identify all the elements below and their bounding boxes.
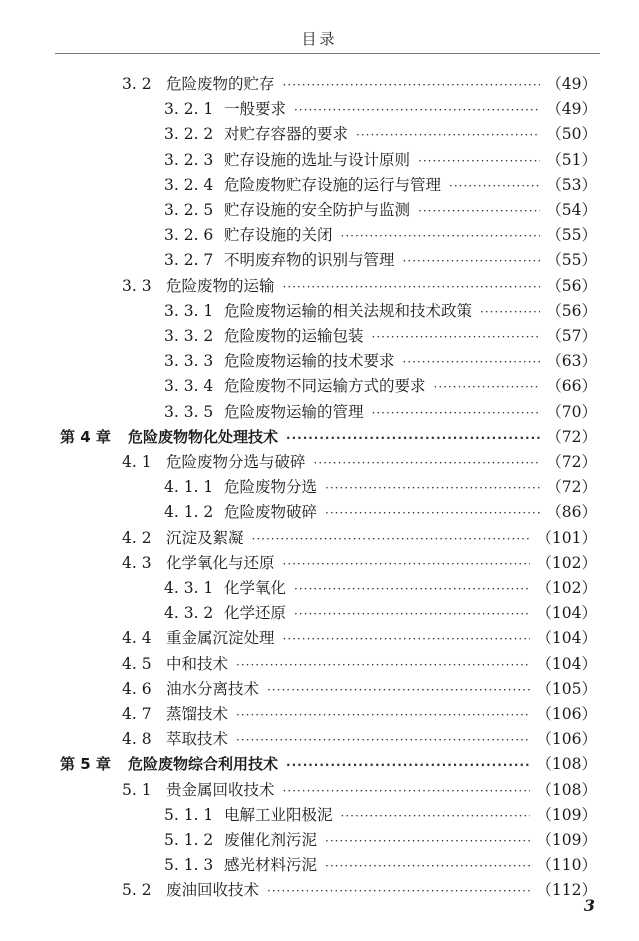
toc-entry-title: 危险废物的运输包装 bbox=[224, 327, 364, 345]
toc-entry-page: （102） bbox=[536, 553, 597, 572]
dot-leader bbox=[434, 376, 541, 398]
toc-entry-title: 危险废物物化处理技术 bbox=[128, 427, 279, 446]
toc-entry-title: 危险废物不同运输方式的要求 bbox=[224, 377, 426, 396]
toc-entry-title: 化学氧化与还原 bbox=[166, 553, 275, 572]
dot-leader bbox=[294, 603, 530, 625]
toc-entry-title: 危险废物贮存设施的运行与管理 bbox=[224, 175, 442, 194]
toc-subsection-entry bbox=[164, 149, 597, 171]
dot-leader bbox=[267, 880, 530, 902]
dot-leader bbox=[294, 578, 530, 600]
dot-leader bbox=[267, 679, 530, 701]
toc-entry-title: 化学还原 bbox=[224, 604, 287, 623]
toc-entry-number: 4. 3. 1 bbox=[164, 579, 214, 597]
toc-entry-number: 3. 2. 6 bbox=[164, 226, 214, 245]
toc-entry-title: 危险废物运输的技术要求 bbox=[224, 352, 395, 371]
toc-entry-page: （56） bbox=[546, 301, 597, 320]
toc-entry-title: 蒸馏技术 bbox=[166, 705, 229, 723]
toc-entry-number: 4. 2 bbox=[122, 528, 152, 547]
toc-section-entry bbox=[122, 879, 597, 901]
dot-leader bbox=[236, 704, 530, 726]
toc-entry-title: 萃取技术 bbox=[166, 730, 229, 749]
toc-subsection-entry bbox=[164, 401, 597, 423]
toc-entry-title: 危险废物的贮存 bbox=[166, 75, 275, 93]
toc-entry-page: （49） bbox=[546, 100, 597, 119]
toc-entry-page: （110） bbox=[536, 856, 597, 875]
toc-entry-number: 第 4 章 bbox=[60, 427, 111, 446]
toc-entry-page: （49） bbox=[546, 75, 597, 93]
toc-entry-title: 重金属沉淀处理 bbox=[166, 629, 275, 648]
toc-chapter-entry bbox=[60, 426, 597, 448]
toc-entry-title: 废催化剂污泥 bbox=[224, 831, 318, 849]
toc-subsection-entry bbox=[164, 350, 597, 372]
dot-leader bbox=[418, 200, 540, 222]
toc-entry-number: 3. 3. 5 bbox=[164, 402, 214, 421]
toc-entry-number: 3. 3. 1 bbox=[164, 301, 214, 320]
toc-chapter-entry bbox=[60, 753, 597, 775]
toc-entry-page: （53） bbox=[546, 175, 597, 194]
toc-entry-title: 电解工业阳极泥 bbox=[224, 805, 333, 824]
toc-subsection-entry bbox=[164, 300, 597, 322]
dot-leader bbox=[356, 124, 540, 146]
toc-entry-number: 3. 3. 3 bbox=[164, 352, 214, 371]
dot-leader bbox=[449, 175, 540, 197]
toc-entry-page: （55） bbox=[546, 251, 597, 270]
toc-entry-number: 4. 6 bbox=[122, 679, 152, 698]
dot-leader bbox=[283, 74, 541, 96]
toc-entry-number: 4. 8 bbox=[122, 730, 152, 749]
toc-section-entry bbox=[122, 527, 597, 549]
toc-entry-page: （66） bbox=[546, 377, 597, 396]
toc-subsection-entry bbox=[164, 199, 597, 221]
toc-entry-page: （86） bbox=[546, 503, 597, 522]
toc-entry-page: （104） bbox=[536, 604, 597, 623]
dot-leader bbox=[236, 729, 530, 751]
toc-entry-title: 危险废物分选 bbox=[224, 478, 318, 497]
toc-entry-number: 5. 1. 3 bbox=[164, 856, 214, 875]
toc-entry-number: 4. 4 bbox=[122, 629, 152, 648]
toc-entry-number: 5. 1. 2 bbox=[164, 831, 214, 849]
toc-entry-page: （72） bbox=[546, 453, 597, 471]
toc-entry-page: （102） bbox=[536, 579, 597, 597]
toc-section-entry bbox=[122, 779, 597, 801]
toc-entry-title: 危险废物综合利用技术 bbox=[128, 755, 279, 774]
toc-entry-page: （109） bbox=[536, 831, 597, 849]
toc-entry-number: 4. 5 bbox=[122, 654, 152, 673]
toc-entry-title: 贮存设施的关闭 bbox=[224, 226, 333, 245]
toc-entry-number: 5. 2 bbox=[122, 881, 152, 900]
toc-subsection-entry bbox=[164, 325, 597, 347]
toc-entry-number: 4. 1. 1 bbox=[164, 478, 214, 497]
toc-entry-page: （109） bbox=[536, 805, 597, 824]
toc-section-entry bbox=[122, 703, 597, 725]
dot-leader bbox=[314, 452, 541, 474]
toc-entry-page: （108） bbox=[536, 755, 597, 774]
toc-subsection-entry bbox=[164, 249, 597, 271]
toc-entry-page: （104） bbox=[536, 629, 597, 648]
toc-section-entry bbox=[122, 678, 597, 700]
toc-subsection-entry bbox=[164, 602, 597, 624]
toc-entry-title: 贮存设施的安全防护与监测 bbox=[224, 201, 411, 219]
toc-entry-page: （72） bbox=[546, 427, 597, 446]
toc-section-entry bbox=[122, 73, 597, 95]
toc-entry-title: 贮存设施的选址与设计原则 bbox=[224, 150, 411, 169]
dot-leader bbox=[294, 99, 540, 121]
toc-entry-number: 3. 3. 4 bbox=[164, 377, 214, 396]
toc-entry-number: 3. 2. 1 bbox=[164, 100, 214, 119]
toc-entry-number: 3. 3. 2 bbox=[164, 327, 214, 345]
dot-leader bbox=[286, 754, 530, 776]
toc-subsection-entry bbox=[164, 375, 597, 397]
toc-entry-page: （101） bbox=[536, 528, 597, 547]
dot-leader bbox=[372, 402, 541, 424]
toc-entry-page: （51） bbox=[546, 150, 597, 169]
dot-leader bbox=[283, 276, 541, 298]
dot-leader bbox=[286, 427, 540, 449]
toc-entry-title: 危险废物运输的管理 bbox=[224, 402, 364, 421]
running-header: 目录 bbox=[301, 30, 338, 48]
toc-entry-number: 4. 1. 2 bbox=[164, 503, 214, 522]
toc-entry-number: 5. 1 bbox=[122, 780, 152, 799]
toc-entry-page: （56） bbox=[546, 276, 597, 295]
toc-entry-number: 4. 3 bbox=[122, 553, 152, 572]
toc-section-entry bbox=[122, 653, 597, 675]
toc-entry-number: 3. 2. 3 bbox=[164, 150, 214, 169]
dot-leader bbox=[252, 528, 531, 550]
toc-entry-page: （50） bbox=[546, 125, 597, 144]
dot-leader bbox=[236, 654, 530, 676]
toc-section-entry bbox=[122, 451, 597, 473]
toc-entry-number: 3. 2. 4 bbox=[164, 175, 214, 194]
toc-entry-number: 3. 2. 5 bbox=[164, 201, 214, 219]
toc-entry-title: 不明废弃物的识别与管理 bbox=[224, 251, 395, 270]
toc-entry-page: （112） bbox=[536, 881, 597, 900]
toc-entry-title: 危险废物运输的相关法规和技术政策 bbox=[224, 301, 473, 320]
toc-entry-page: （106） bbox=[536, 705, 597, 723]
toc-entry-page: （63） bbox=[546, 352, 597, 371]
toc-entry-title: 对贮存容器的要求 bbox=[224, 125, 349, 144]
dot-leader bbox=[480, 301, 540, 323]
dot-leader bbox=[325, 830, 530, 852]
toc-entry-page: （54） bbox=[546, 201, 597, 219]
toc-entry-number: 第 5 章 bbox=[60, 755, 111, 774]
toc-entry-number: 4. 7 bbox=[122, 705, 152, 723]
dot-leader bbox=[341, 225, 541, 247]
toc-subsection-entry bbox=[164, 577, 597, 599]
toc-entry-title: 化学氧化 bbox=[224, 579, 287, 597]
header-rule bbox=[55, 53, 600, 54]
toc-section-entry bbox=[122, 552, 597, 574]
toc-entry-number: 3. 2. 2 bbox=[164, 125, 214, 144]
toc-entry-page: （105） bbox=[536, 679, 597, 698]
toc-entry-number: 3. 2. 7 bbox=[164, 251, 214, 270]
toc-entry-page: （70） bbox=[546, 402, 597, 421]
toc-subsection-entry bbox=[164, 804, 597, 826]
toc-entry-title: 危险废物破碎 bbox=[224, 503, 318, 522]
toc-entry-title: 一般要求 bbox=[224, 100, 287, 119]
toc-entry-title: 废油回收技术 bbox=[166, 881, 260, 900]
toc-subsection-entry bbox=[164, 123, 597, 145]
toc-section-entry bbox=[122, 728, 597, 750]
toc-entry-page: （55） bbox=[546, 226, 597, 245]
toc-subsection-entry bbox=[164, 98, 597, 120]
toc-entry-title: 油水分离技术 bbox=[166, 679, 260, 698]
toc-entry-title: 危险废物的运输 bbox=[166, 276, 275, 295]
dot-leader bbox=[325, 855, 530, 877]
toc-subsection-entry bbox=[164, 501, 597, 523]
toc-entry-number: 3. 3 bbox=[122, 276, 152, 295]
toc-entry-page: （104） bbox=[536, 654, 597, 673]
toc-entry-number: 3. 2 bbox=[122, 75, 152, 93]
toc-entry-title: 感光材料污泥 bbox=[224, 856, 318, 875]
dot-leader bbox=[283, 553, 531, 575]
dot-leader bbox=[372, 326, 541, 348]
toc-subsection-entry bbox=[164, 174, 597, 196]
dot-leader bbox=[403, 250, 541, 272]
toc-entry-page: （106） bbox=[536, 730, 597, 749]
dot-leader bbox=[325, 477, 540, 499]
dot-leader bbox=[283, 780, 531, 802]
toc-entry-title: 危险废物分选与破碎 bbox=[166, 453, 306, 471]
toc-entry-title: 中和技术 bbox=[166, 654, 229, 673]
dot-leader bbox=[403, 351, 541, 373]
dot-leader bbox=[418, 150, 540, 172]
toc-subsection-entry bbox=[164, 476, 597, 498]
toc-entry-title: 沉淀及絮凝 bbox=[166, 528, 244, 547]
dot-leader bbox=[341, 805, 531, 827]
toc-subsection-entry bbox=[164, 829, 597, 851]
toc-subsection-entry bbox=[164, 854, 597, 876]
toc-entry-page: （72） bbox=[546, 478, 597, 497]
toc-subsection-entry bbox=[164, 224, 597, 246]
dot-leader bbox=[325, 502, 540, 524]
toc-section-entry bbox=[122, 627, 597, 649]
toc-section-entry bbox=[122, 275, 597, 297]
toc-entry-page: （108） bbox=[536, 780, 597, 799]
toc-entry-title: 贵金属回收技术 bbox=[166, 780, 275, 799]
page-number: 3 bbox=[583, 896, 595, 915]
dot-leader bbox=[283, 628, 531, 650]
toc-entry-number: 5. 1. 1 bbox=[164, 805, 214, 824]
toc-entry-number: 4. 3. 2 bbox=[164, 604, 214, 623]
toc-entry-page: （57） bbox=[546, 327, 597, 345]
toc-entry-number: 4. 1 bbox=[122, 453, 152, 471]
